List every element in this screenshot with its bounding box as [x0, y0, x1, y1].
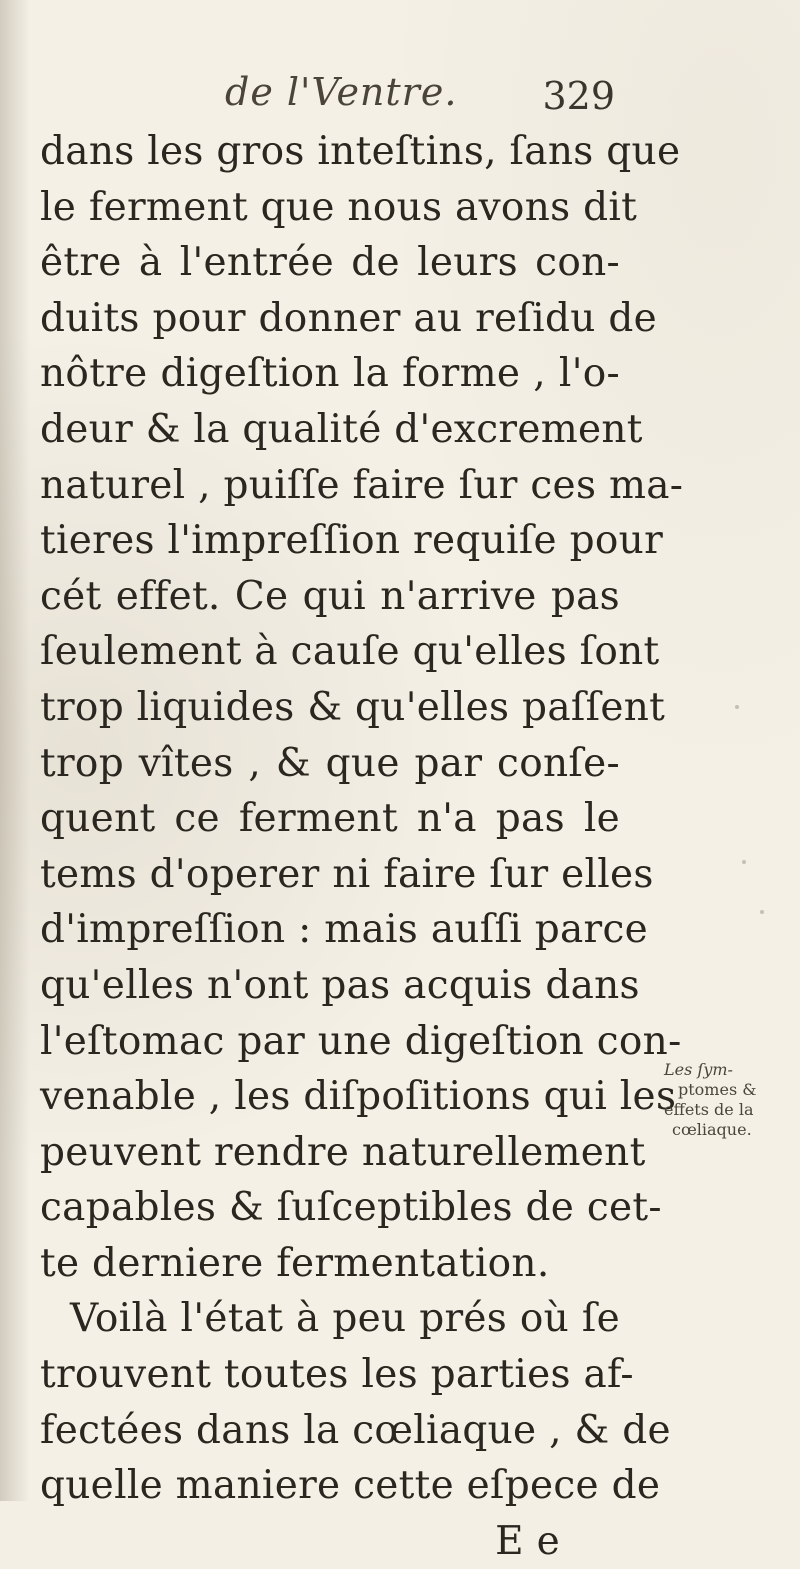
text-line: ſeulement à cauſe qu'elles ſont: [40, 629, 660, 675]
paper-speck: [735, 705, 739, 709]
signature-mark: E e: [495, 1518, 560, 1564]
marginal-note-line: effets de la: [664, 1100, 754, 1119]
text-line: être à l'entrée de leurs con-: [40, 240, 620, 286]
text-line: fectées dans la cœliaque , & de: [40, 1407, 671, 1453]
gutter-shadow: [0, 0, 30, 1501]
text-line: trouvent toutes les parties af-: [40, 1352, 634, 1398]
text-line: peuvent rendre naturellement: [40, 1129, 646, 1175]
text-line: qu'elles n'ont pas acquis dans: [40, 962, 640, 1008]
text-line: le ferment que nous avons dit: [40, 184, 638, 230]
text-line: quelle maniere cette eſpece de: [40, 1463, 661, 1509]
text-line: cét effet. Ce qui n'arrive pas: [40, 573, 620, 619]
text-line: quent ce ferment n'a pas le: [40, 796, 620, 842]
paper-speck: [742, 860, 746, 864]
text-line: d'impreſſion : mais auſſi parce: [40, 907, 649, 953]
text-line: tieres l'impreſſion requiſe pour: [40, 518, 664, 564]
body-text: [40, 124, 684, 1569]
text-line: naturel , puiſſe faire ſur ces ma-: [40, 462, 684, 508]
paper-speck: [760, 910, 764, 914]
marginal-note-line: cœliaque.: [672, 1120, 752, 1139]
text-line: te derniere fermentation.: [40, 1240, 550, 1286]
marginal-note: [660, 1060, 778, 1140]
text-line: deur & la qualité d'excrement: [40, 406, 643, 452]
text-line: nôtre digeſtion la forme , l'o-: [40, 351, 620, 397]
text-line: tems d'operer ni faire ſur elles: [40, 851, 654, 897]
running-title: de l'Ventre.: [225, 70, 458, 114]
text-line: trop liquides & qu'elles paſſent: [40, 684, 666, 730]
text-line: trop vîtes , & que par conſe-: [40, 740, 620, 786]
marginal-note-line: Les ſym-: [664, 1060, 733, 1079]
text-line: venable , les diſpoſitions qui les: [40, 1074, 677, 1120]
marginal-note-line: ptomes &: [678, 1080, 757, 1099]
page-number: 329: [542, 74, 615, 118]
text-line: Voilà l'état à peu prés où ſe: [70, 1296, 620, 1342]
text-line: dans les gros inteſtins, ſans que: [40, 129, 681, 174]
text-line: l'eſtomac par une digeſtion con-: [40, 1018, 682, 1064]
page-header: [225, 70, 615, 120]
text-line: capables & ſuſceptibles de cet-: [40, 1185, 662, 1231]
text-line: duits pour donner au reſidu de: [40, 295, 657, 341]
